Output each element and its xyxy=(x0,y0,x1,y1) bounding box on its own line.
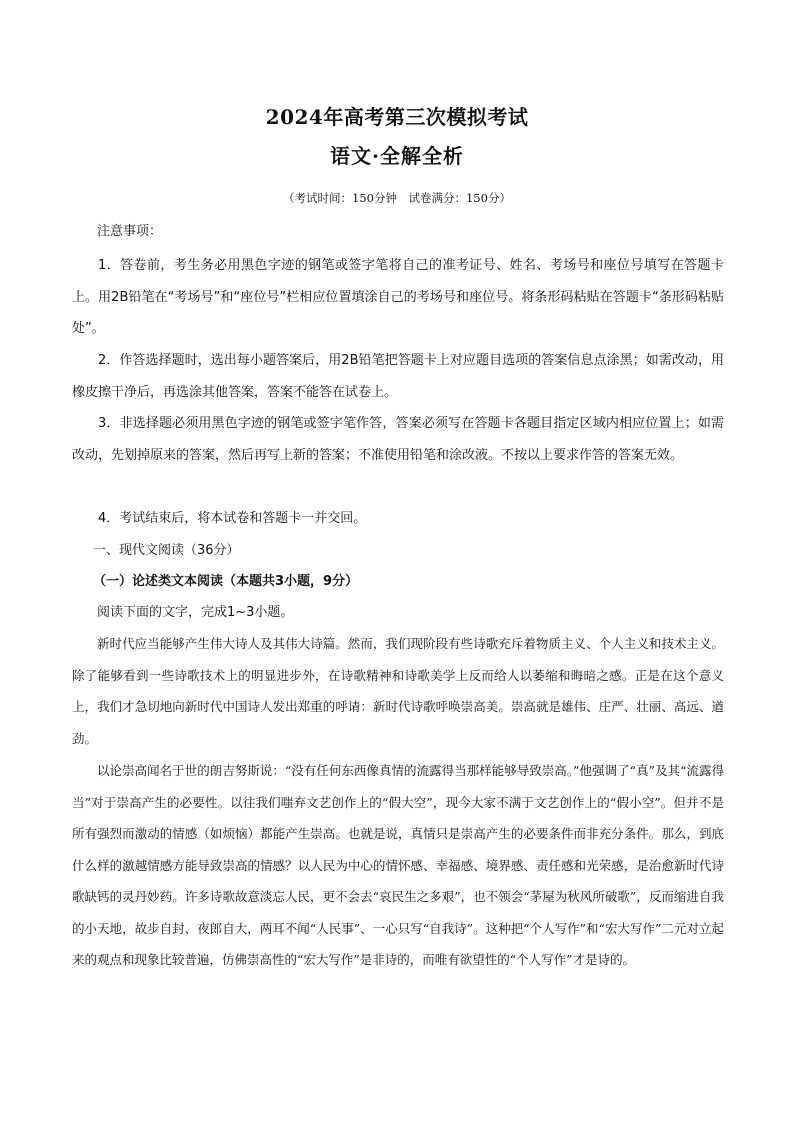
sub-section-heading: （一）论述类文本阅读（本题共3小题，9分） xyxy=(93,574,359,589)
document-title: 2024年高考第三次模拟考试 xyxy=(265,105,529,129)
exam-info: （考试时间：150分钟 试卷满分：150分） xyxy=(283,191,511,205)
passage-paragraph-1: 新时代应当能够产生伟大诗人及其伟大诗篇。然而，我们现阶段有些诗歌充斥着物质主义、个人主义和技术主义。除了能够看到一些诗歌技术上的明显进步外，在诗歌精神和诗歌美学上反而给人以萎缩和晦暗之感。正是在这个意义上，我们才急切地向新时代中国诗人发出郑重的呼请：新时代诗歌呼唤崇高美。崇高就是雄伟、庄严、壮丽、高远、遒劲。 xyxy=(72,636,724,746)
note-item-4: 4．考试结束后，将本试卷和答题卡一并交回。 xyxy=(98,511,367,526)
note-item-2: 2．作答选择题时，选出每小题答案后，用2B铅笔把答题卡上对应题目选项的答案信息点涂黑；如需改动，用橡皮擦干净后，再选涂其他答案，答案不能答在试卷上。 xyxy=(72,353,724,400)
section-heading: 一、现代文阅读（36分） xyxy=(93,543,240,558)
reading-instruction: 阅读下面的文字，完成1~3小题。 xyxy=(97,605,294,620)
document-subtitle: 语文·全解全析 xyxy=(330,144,464,168)
note-item-3: 3．非选择题必须用黑色字迹的钢笔或签字笔作答，答案必须写在答题卡各题目指定区域内相应位置上；如需改动，先划掉原来的答案，然后再写上新的答案；不准使用铅笔和涂改液。不按以上要求作答的答案无效。 xyxy=(72,416,724,463)
notes-heading: 注意事项： xyxy=(97,224,163,239)
passage-paragraph-2: 以论崇高闻名于世的朗吉努斯说：“没有任何东西像真情的流露得当那样能够导致崇高。”他强调了“真”及其“流露得当”对于崇高产生的必要性。以往我们嗤弃文艺创作上的“假大空”，现今大家不满于文艺创作上的“假小空”。但并不是所有强烈而激动的情感（如烦恼）都能产生崇高。也就是说，真情只是崇高产生的必要条件而非充分条件。那么，到底什么样的激越情感方能导致崇高的情感？以人民为中心的情怀感、幸福感、境界感、责任感和光荣感，是治愈新时代诗歌缺钙的灵丹妙药。许多诗歌故意淡忘人民，更不会去“哀民生之多艰”，也不领会“茅屋为秋风所破歌”，反而缩进自我的小天地，故步自封、夜郎自大，两耳不闻“人民事”、一心只写“自我诗”。这种把“个人写作”和“宏大写作”二元对立起来的观点和现象比较普遍，仿佛崇高性的“宏大写作”是非诗的，而唯有欲望性的“个人写作”才是诗的。 xyxy=(72,763,724,967)
note-item-1: 1．答卷前，考生务必用黑色字迹的钢笔或签字笔将自己的准考证号、姓名、考场号和座位号填写在答题卡上。用2B铅笔在“考场号”和“座位号”栏相应位置填涂自己的考场号和座位号。将条形码粘贴在答题卡“条形码粘贴处”。 xyxy=(72,258,724,336)
